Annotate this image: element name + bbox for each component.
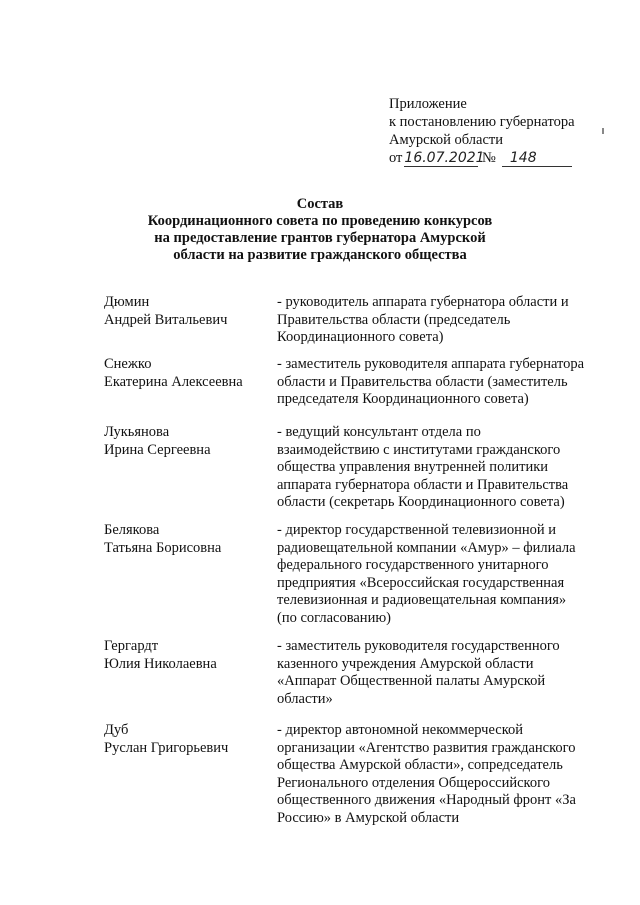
role-line: общества Амурской области», сопредседатель [277,757,563,773]
appendix-line-1: Приложение [389,96,467,112]
role-line: общества управления внутренней политики [277,459,549,475]
role-line: телевизионная и радиовещательная компания» [277,592,567,608]
member-role [277,522,597,627]
scan-mark [602,128,604,134]
member-surname: Гергардт [104,638,159,654]
role-line: федерального государственного унитарного [277,557,549,573]
role-line: казенного учреждения Амурской области [277,655,534,672]
role-line: (по согласованию) [277,609,391,626]
role-line: взаимодействию с институтами гражданского [277,441,561,458]
role-line: председателя Координационного совета) [277,391,529,407]
number-prefix: № [482,150,496,166]
handwritten-date: 16.07.2021 [404,150,485,166]
member-surname: Снежко [104,356,152,372]
member-role [277,424,597,512]
title-line-4: области на развитие гражданского общества [173,247,467,263]
member-surname: Дюмин [104,294,150,310]
member-name [104,522,274,557]
appendix-line-3: Амурской области [389,132,503,148]
member-name [104,356,274,391]
role-line: - заместитель руководителя государственного [277,638,560,654]
member-surname: Дуб [104,722,129,738]
role-line: - руководитель аппарата губернатора области и [277,294,569,310]
member-given-names: Андрей Витальевич [104,311,228,328]
date-prefix: от [389,150,403,166]
appendix-header [389,95,575,167]
role-line: - директор государственной телевизионной и [277,522,557,538]
member-given-names: Екатерина Алексеевна [104,373,243,390]
role-line: области» [277,690,333,707]
role-line: - заместитель руководителя аппарата губернатора [277,356,585,372]
role-line: общественного движения «Народный фронт «За [277,792,576,808]
appendix-date-line [389,149,575,167]
role-line: организации «Агентство развития гражданского [277,739,576,756]
member-name [104,294,274,329]
member-given-names: Ирина Сергеевна [104,441,211,458]
member-surname: Лукьянова [104,424,170,440]
role-line: предприятия «Всероссийская государственная [277,574,565,591]
role-line: Регионального отделения Общероссийского [277,774,550,791]
member-given-names: Юлия Николаевна [104,655,217,672]
appendix-line-2: к постановлению губернатора [389,114,575,130]
role-line: области и Правительства области (заместитель [277,373,568,390]
handwritten-number: 148 [502,150,572,167]
member-role [277,722,597,827]
title-line-1: Состав [296,196,344,212]
member-role [277,638,597,708]
role-line: Правительства области (председатель [277,311,511,328]
member-given-names: Руслан Григорьевич [104,739,229,756]
role-line: аппарата губернатора области и Правительства [277,476,569,493]
member-surname: Белякова [104,522,160,538]
role-line: - ведущий консультант отдела по [277,424,481,440]
role-line: области (секретарь Координационного совета) [277,494,565,510]
title-line-3: на предоставление грантов губернатора Амурской [154,230,486,246]
document-title [0,196,640,264]
member-name [104,638,274,673]
member-given-names: Татьяна Борисовна [104,539,222,556]
member-role [277,356,597,409]
role-line: радиовещательной компании «Амур» – филиала [277,539,576,556]
member-role [277,294,597,347]
role-line: - директор автономной некоммерческой [277,722,524,738]
title-line-2: Координационного совета по проведению конкурсов [147,213,493,229]
member-name [104,722,274,757]
member-name [104,424,274,459]
role-line: Координационного совета) [277,329,444,345]
role-line: Россию» в Амурской области [277,809,460,826]
role-line: «Аппарат Общественной палаты Амурской [277,673,546,689]
